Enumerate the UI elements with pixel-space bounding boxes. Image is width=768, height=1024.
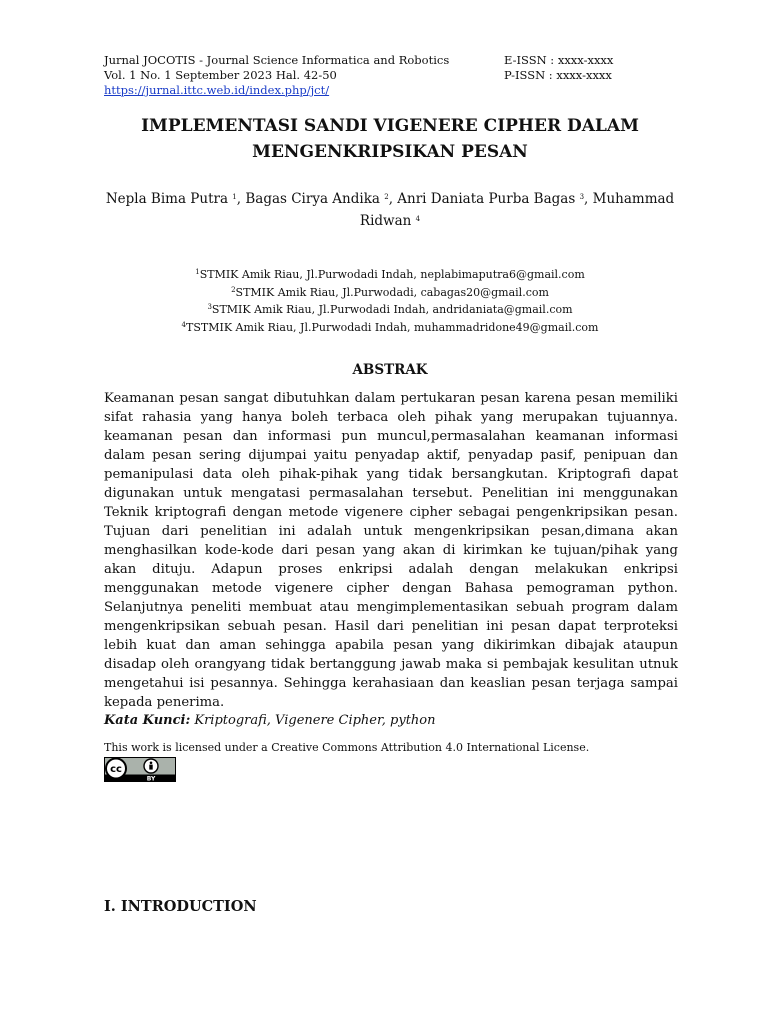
license-text: This work is licensed under a Creative Commons Attribution 4.0 International License. [104,741,590,754]
affiliation-4-text: TSTMIK Amik Riau, Jl.Purwodadi Indah, muhammadridone49@gmail.com [186,320,599,334]
keywords-label: Kata Kunci: [104,713,191,728]
author-4: , Muhammad Ridwan [359,191,675,229]
journal-header [104,53,644,98]
journal-name: Jurnal JOCOTIS - Journal Science Informatica and Robotics [104,53,450,67]
affiliation-2 [90,284,690,302]
affiliation-2-sup: 2 [231,285,236,294]
journal-link[interactable]: https://jurnal.ittc.web.id/index.php/jct/ [104,83,330,97]
by-text: BY [146,775,156,782]
author-3: , Anri Daniata Purba Bagas [388,191,580,207]
affiliation-1-sup: 1 [195,268,200,276]
by-person-body [149,765,152,770]
abstract-heading: ABSTRAK [352,362,428,378]
title-line-2: MENGENKRIPSIKAN PESAN [252,142,528,162]
affiliation-1-text: STMIK Amik Riau, Jl.Purwodadi Indah, neplabimaputra6@gmail.com [199,268,585,281]
affiliation-4-sup: 4 [181,320,187,329]
abstract-body: Keamanan pesan sangat dibutuhkan dalam pertukaran pesan karena pesan memiliki sifat rahasia yang hanya boleh terbaca oleh pihak yang merupakan tujuannya. keamanan pesan dan informasi pun muncul,permasalahan keamanan informasi dalam pesan sering dijumpai yaitu penyadap aktif, penyadap pasif, penipuan dan pemanipulasi data oleh pihak-pihak yang tidak bersangkutan. Kriptografi dapat digunakan untuk mengatasi permasalahan tersebut. Penelitian ini menggunakan Teknik kriptografi dengan metode vigenere cipher sebagai pengenkripsikan pesan. Tujuan dari penelitian ini adalah untuk mengenkripsikan pesan,dimana akan menghasilkan kode-kode dari pesan yang akan di kirimkan ke tujuan/pihak yang akan dituju. Adapun proses enkripsi adalah dengan melakukan enkripsi menggunakan metode vigenere cipher dengan Bahasa pemograman python. Selanjutnya peneliti membuat atau mengimplementasikan sebuah program dalam mengenkripsikan sebuah pesan. Hasil dari penelitian ini pesan dapat terproteksi lebih kuat dan aman sehingga apabila pesan yang dikirimkan dibajak ataupun disadap oleh orangyang tidak bertanggung jawab maka si pembajak kesulitan utnuk mengetahui isi pesannya. Sehingga kerahasiaan dan keaslian pesan terjaga sampai kepada penerima. [104,391,678,710]
eissn: E-ISSN : xxxx-xxxx [504,53,614,67]
author-1-sup: 1 [232,193,237,201]
keywords [104,713,436,728]
keywords-values: Kriptografi, Vigenere Cipher, python [190,713,436,728]
cc-by-badge-icon[interactable] [104,757,176,782]
author-2-sup: 2 [384,193,389,201]
affiliation-3-text: STMIK Amik Riau, Jl.Purwodadi Indah, andridaniata@gmail.com [211,303,573,316]
by-person-head [150,762,153,765]
author-4-sup: 4 [415,215,421,223]
affiliation-list [90,266,690,336]
header-row-1 [104,53,644,68]
cc-text: cc [110,764,122,775]
author-1: Nepla Bima Putra [105,191,233,207]
affiliation-4 [90,319,690,337]
volume-info: Vol. 1 No. 1 September 2023 Hal. 42-50 [104,68,337,82]
affiliation-3-sup: 3 [207,303,212,311]
section-introduction-heading: I. INTRODUCTION [104,898,257,915]
paper-title [60,113,720,165]
header-row-2 [104,68,644,83]
header-row-3 [104,83,644,98]
affiliation-3 [90,301,690,319]
affiliation-2-text: STMIK Amik Riau, Jl.Purwodadi, cabagas20@gmail.com [235,285,549,299]
author-list [90,188,690,232]
author-2: , Bagas Cirya Andika [236,191,385,207]
pissn: P-ISSN : xxxx-xxxx [504,68,612,82]
title-line-1: IMPLEMENTASI SANDI VIGENERE CIPHER DALAM [141,116,639,136]
affiliation-1 [90,266,690,284]
author-3-sup: 3 [579,193,585,201]
